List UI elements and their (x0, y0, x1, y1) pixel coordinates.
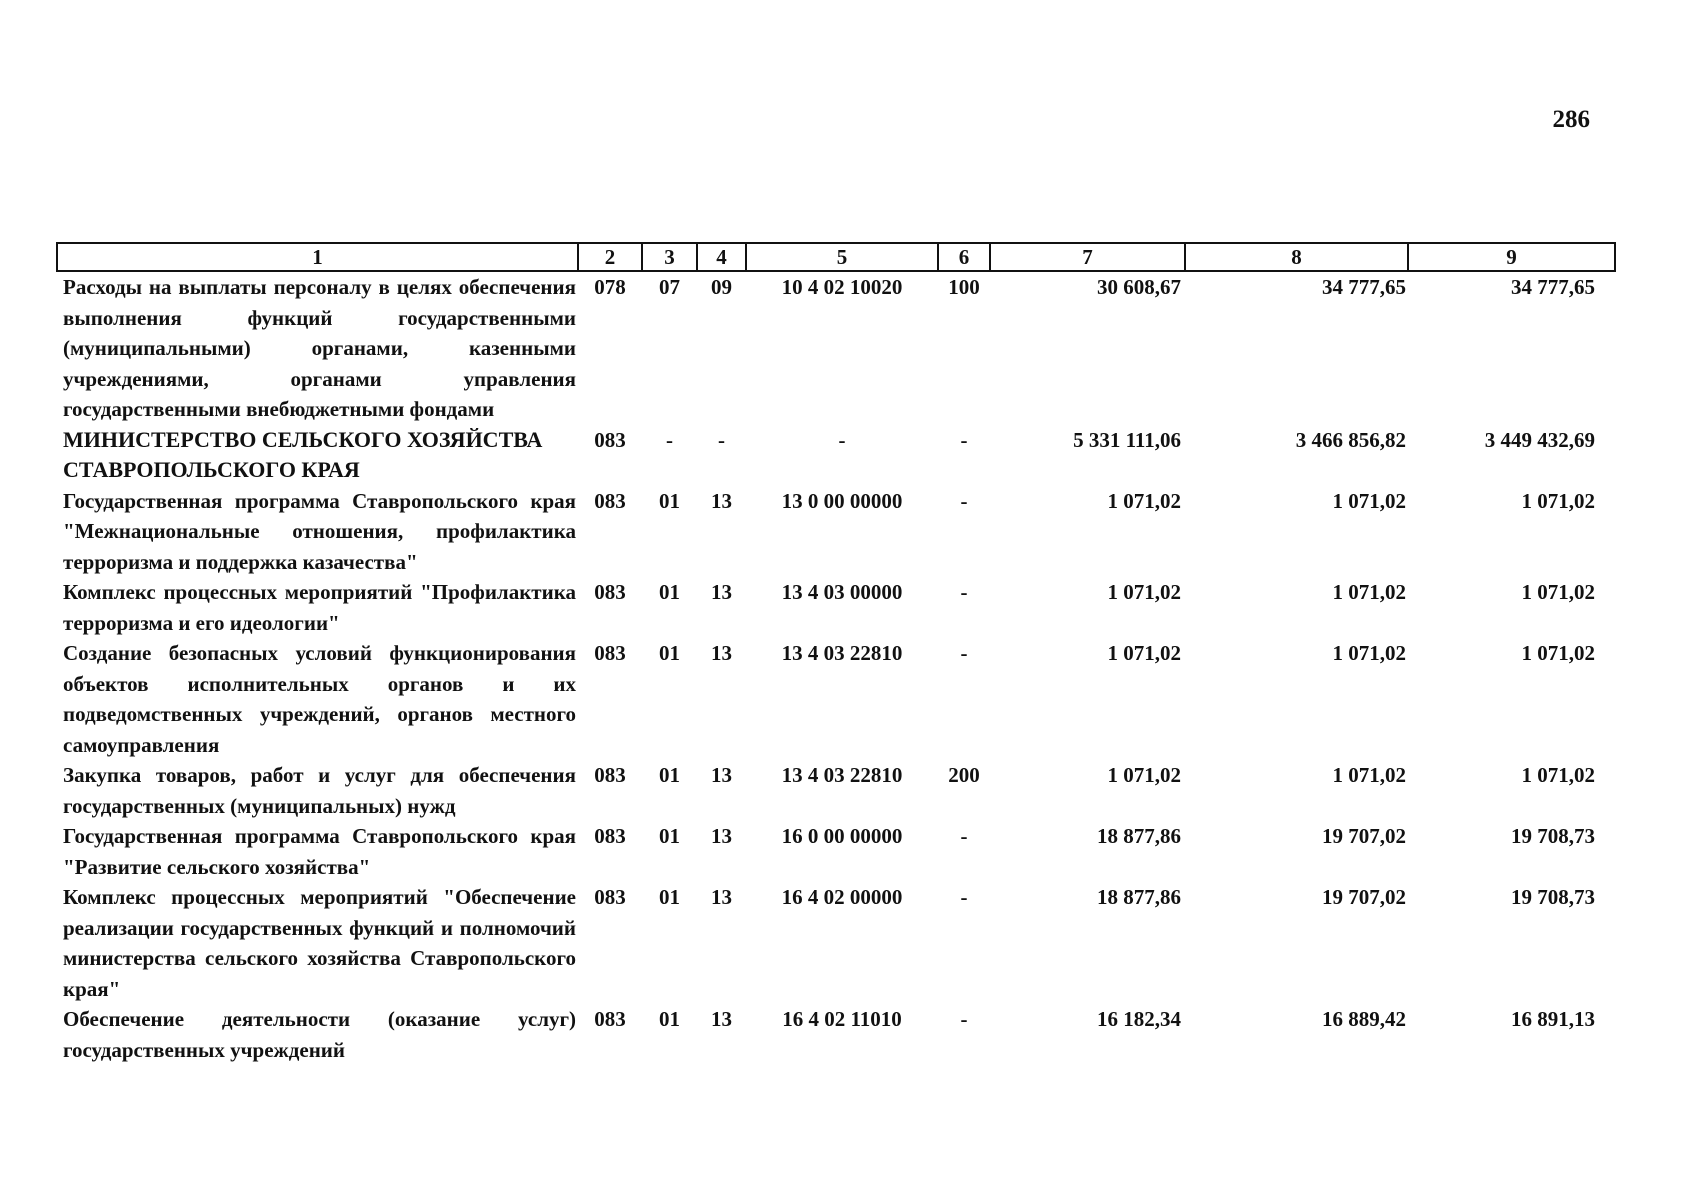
row-name: Комплекс процессных мероприятий "Обеспечение реализации государственных функций и полномочий министерства сельского хозяйства Ставропольского края" (63, 885, 576, 1001)
row-rz: 01 (659, 1007, 680, 1031)
row-name: Комплекс процессных мероприятий "Профилактика терроризма и его идеологии" (63, 580, 576, 635)
row-rz: - (666, 427, 673, 452)
row-vr: 200 (948, 763, 980, 787)
table-row (57, 882, 1615, 1004)
row-amount-8: 19 707,02 (1322, 885, 1406, 909)
budget-table (56, 242, 1616, 1065)
row-amount-9: 16 891,13 (1511, 1007, 1595, 1031)
row-amount-7: 16 182,34 (1097, 1007, 1181, 1031)
row-amount-9: 1 071,02 (1521, 763, 1595, 787)
row-amount-7: 1 071,02 (1107, 580, 1181, 604)
row-pr: 13 (711, 763, 732, 787)
row-ved: 083 (594, 641, 626, 665)
row-amount-8: 34 777,65 (1322, 275, 1406, 299)
row-ved: 078 (594, 275, 626, 299)
column-header-3: 3 (642, 243, 697, 271)
row-amount-9: 19 708,73 (1511, 885, 1595, 909)
table-row (57, 1004, 1615, 1065)
row-vr: - (960, 488, 968, 513)
column-header-9: 9 (1408, 243, 1615, 271)
row-pr: 13 (711, 641, 732, 665)
row-name: Государственная программа Ставропольского края "Межнациональные отношения, профилактика терроризма и поддержка казачества" (63, 488, 576, 574)
row-ved: 083 (594, 488, 626, 513)
row-rz: 01 (659, 641, 680, 665)
row-name: Закупка товаров, работ и услуг для обеспечения государственных (муниципальных) нужд (63, 763, 576, 818)
row-amount-8: 1 071,02 (1332, 641, 1406, 665)
row-vr: - (960, 427, 968, 452)
row-ved: 083 (594, 580, 626, 604)
row-amount-8: 1 071,02 (1332, 488, 1406, 513)
row-ved: 083 (594, 824, 626, 848)
row-pr: 13 (711, 824, 732, 848)
row-rz: 01 (659, 824, 680, 848)
row-csr: 16 4 02 11010 (782, 1007, 902, 1031)
row-vr: - (960, 580, 968, 604)
column-header-7: 7 (990, 243, 1185, 271)
row-rz: 01 (659, 763, 680, 787)
row-name: Расходы на выплаты персоналу в целях обеспечения выполнения функций государственными (муниципальными) органами, казенными учреждениями, органами управления государственными внебюджетными фондами (63, 275, 576, 421)
table-row (57, 271, 1615, 425)
row-csr: 13 0 00 00000 (781, 488, 903, 513)
row-csr: - (838, 427, 846, 452)
column-header-2: 2 (578, 243, 642, 271)
row-vr: - (960, 641, 968, 665)
row-amount-8: 1 071,02 (1332, 580, 1406, 604)
column-header-8: 8 (1185, 243, 1408, 271)
row-name: Государственная программа Ставропольского края "Развитие сельского хозяйства" (63, 824, 576, 879)
row-csr: 13 4 03 22810 (781, 763, 903, 787)
row-pr: 13 (711, 488, 732, 513)
row-rz: 01 (659, 885, 680, 909)
row-pr: 13 (711, 580, 732, 604)
row-name: МИНИСТЕРСТВО СЕЛЬСКОГО ХОЗЯЙСТВА СТАВРОПОЛЬСКОГО КРАЯ (63, 426, 543, 482)
row-amount-9: 1 071,02 (1521, 580, 1595, 604)
row-amount-8: 16 889,42 (1322, 1007, 1406, 1031)
row-amount-8: 19 707,02 (1322, 824, 1406, 848)
row-pr: 09 (711, 275, 732, 299)
row-rz: 01 (659, 580, 680, 604)
row-ved: 083 (594, 885, 626, 909)
row-csr: 13 4 03 22810 (781, 641, 903, 665)
row-vr: - (960, 1007, 968, 1031)
table-row (57, 577, 1615, 638)
row-ved: 083 (594, 427, 626, 452)
row-vr: 100 (948, 275, 980, 299)
column-header-4: 4 (697, 243, 746, 271)
table-row (57, 486, 1615, 578)
row-ved: 083 (594, 763, 626, 787)
row-amount-9: 3 449 432,69 (1484, 427, 1595, 452)
row-pr: 13 (711, 885, 732, 909)
column-header-6: 6 (938, 243, 990, 271)
row-vr: - (960, 824, 968, 848)
row-pr: - (718, 427, 725, 452)
row-rz: 07 (659, 275, 680, 299)
row-amount-7: 1 071,02 (1107, 763, 1181, 787)
row-amount-7: 18 877,86 (1097, 885, 1181, 909)
row-amount-7: 30 608,67 (1097, 275, 1181, 299)
row-amount-7: 1 071,02 (1107, 641, 1181, 665)
row-amount-9: 1 071,02 (1521, 488, 1595, 513)
row-amount-8: 3 466 856,82 (1295, 427, 1406, 452)
row-amount-9: 1 071,02 (1521, 641, 1595, 665)
row-name: Обеспечение деятельности (оказание услуг) государственных учреждений (63, 1007, 576, 1062)
row-csr: 16 4 02 00000 (781, 885, 903, 909)
row-pr: 13 (711, 1007, 732, 1031)
row-amount-8: 1 071,02 (1332, 763, 1406, 787)
table-row (57, 638, 1615, 760)
row-rz: 01 (659, 488, 680, 513)
table-header (57, 243, 1615, 271)
row-csr: 16 0 00 00000 (781, 824, 903, 848)
row-vr: - (960, 885, 968, 909)
table-row (57, 821, 1615, 882)
table-row (57, 760, 1615, 821)
row-name: Создание безопасных условий функционирования объектов исполнительных органов и их подведомственных учреждений, органов местного самоуправления (63, 641, 576, 757)
row-amount-7: 18 877,86 (1097, 824, 1181, 848)
column-header-5: 5 (746, 243, 938, 271)
row-ved: 083 (594, 1007, 626, 1031)
header-row (57, 243, 1615, 271)
table-row (57, 425, 1615, 486)
table-body (57, 271, 1615, 1065)
row-amount-9: 19 708,73 (1511, 824, 1595, 848)
page-number: 286 (1552, 106, 1590, 133)
row-amount-9: 34 777,65 (1511, 275, 1595, 299)
column-header-1: 1 (57, 243, 578, 271)
row-csr: 10 4 02 10020 (781, 275, 903, 299)
row-csr: 13 4 03 00000 (781, 580, 903, 604)
row-amount-7: 1 071,02 (1107, 488, 1181, 513)
row-amount-7: 5 331 111,06 (1073, 427, 1181, 452)
